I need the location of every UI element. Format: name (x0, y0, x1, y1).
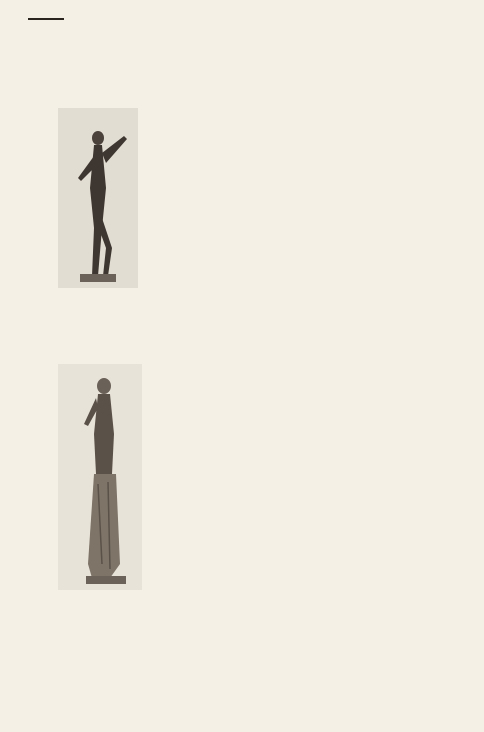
satyr-statue-photo (58, 108, 138, 288)
venus-statue-photo (58, 364, 142, 590)
top-rule (28, 18, 64, 20)
page (28, 18, 460, 716)
running-header (28, 28, 460, 42)
left-mid-text (28, 308, 242, 364)
